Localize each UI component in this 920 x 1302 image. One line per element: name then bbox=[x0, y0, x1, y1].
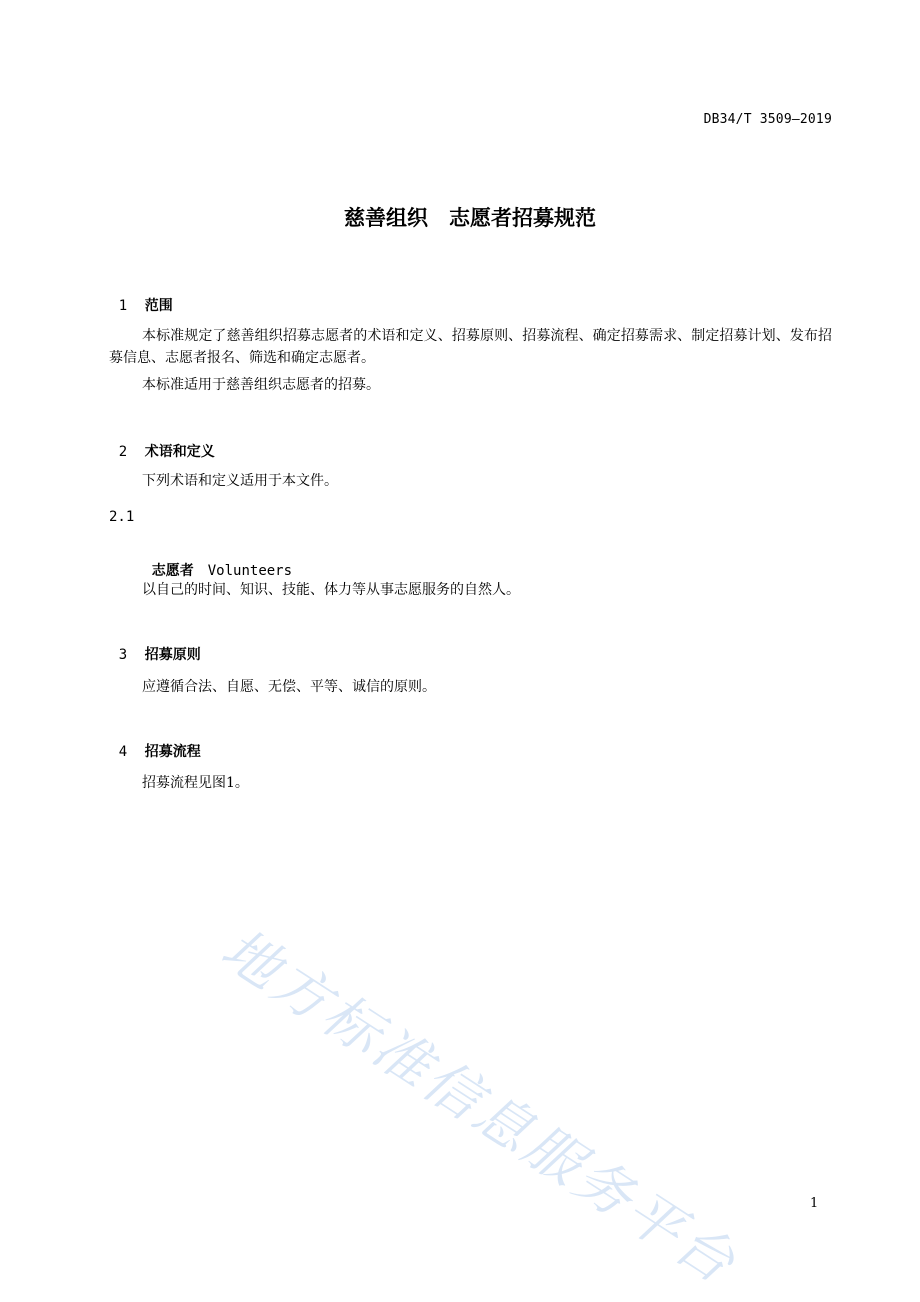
document-code: DB34/T 3509—2019 bbox=[703, 112, 832, 127]
section-title: 术语和定义 bbox=[144, 444, 215, 460]
section-4-heading bbox=[109, 725, 201, 761]
term-chinese: 志愿者 bbox=[151, 563, 194, 579]
section-1-heading bbox=[109, 279, 173, 315]
section-title: 招募原则 bbox=[144, 647, 201, 663]
term-2-1-definition: 以自己的时间、知识、技能、体力等从事志愿服务的自然人。 bbox=[142, 582, 520, 598]
page-number: 1 bbox=[810, 1196, 819, 1211]
section-number: 3 bbox=[118, 647, 128, 663]
section-3-heading bbox=[109, 628, 201, 664]
term-2-1-name bbox=[142, 544, 292, 580]
section-2-heading bbox=[109, 425, 215, 461]
section-4-paragraph-1: 招募流程见图1。 bbox=[142, 775, 249, 791]
section-title: 范围 bbox=[144, 298, 173, 314]
section-1-paragraph-1: 本标准规定了慈善组织招募志愿者的术语和定义、招募原则、招募流程、确定招募需求、制定招募计划、发布招募信息、志愿者报名、筛选和确定志愿者。 bbox=[109, 328, 832, 366]
watermark: 地方标准信息服务平台 bbox=[209, 916, 749, 1298]
term-2-1-number: 2.1 bbox=[109, 509, 135, 525]
document-title: 慈善组织 志愿者招募规范 bbox=[344, 206, 596, 230]
section-number: 4 bbox=[118, 744, 128, 760]
term-english: Volunteers bbox=[207, 563, 293, 579]
section-2-paragraph-1: 下列术语和定义适用于本文件。 bbox=[142, 473, 338, 489]
section-1-paragraph-2: 本标准适用于慈善组织志愿者的招募。 bbox=[142, 377, 380, 393]
section-title: 招募流程 bbox=[144, 744, 201, 760]
section-number: 2 bbox=[118, 444, 128, 460]
section-3-paragraph-1: 应遵循合法、自愿、无偿、平等、诚信的原则。 bbox=[142, 679, 436, 695]
section-number: 1 bbox=[118, 298, 128, 314]
